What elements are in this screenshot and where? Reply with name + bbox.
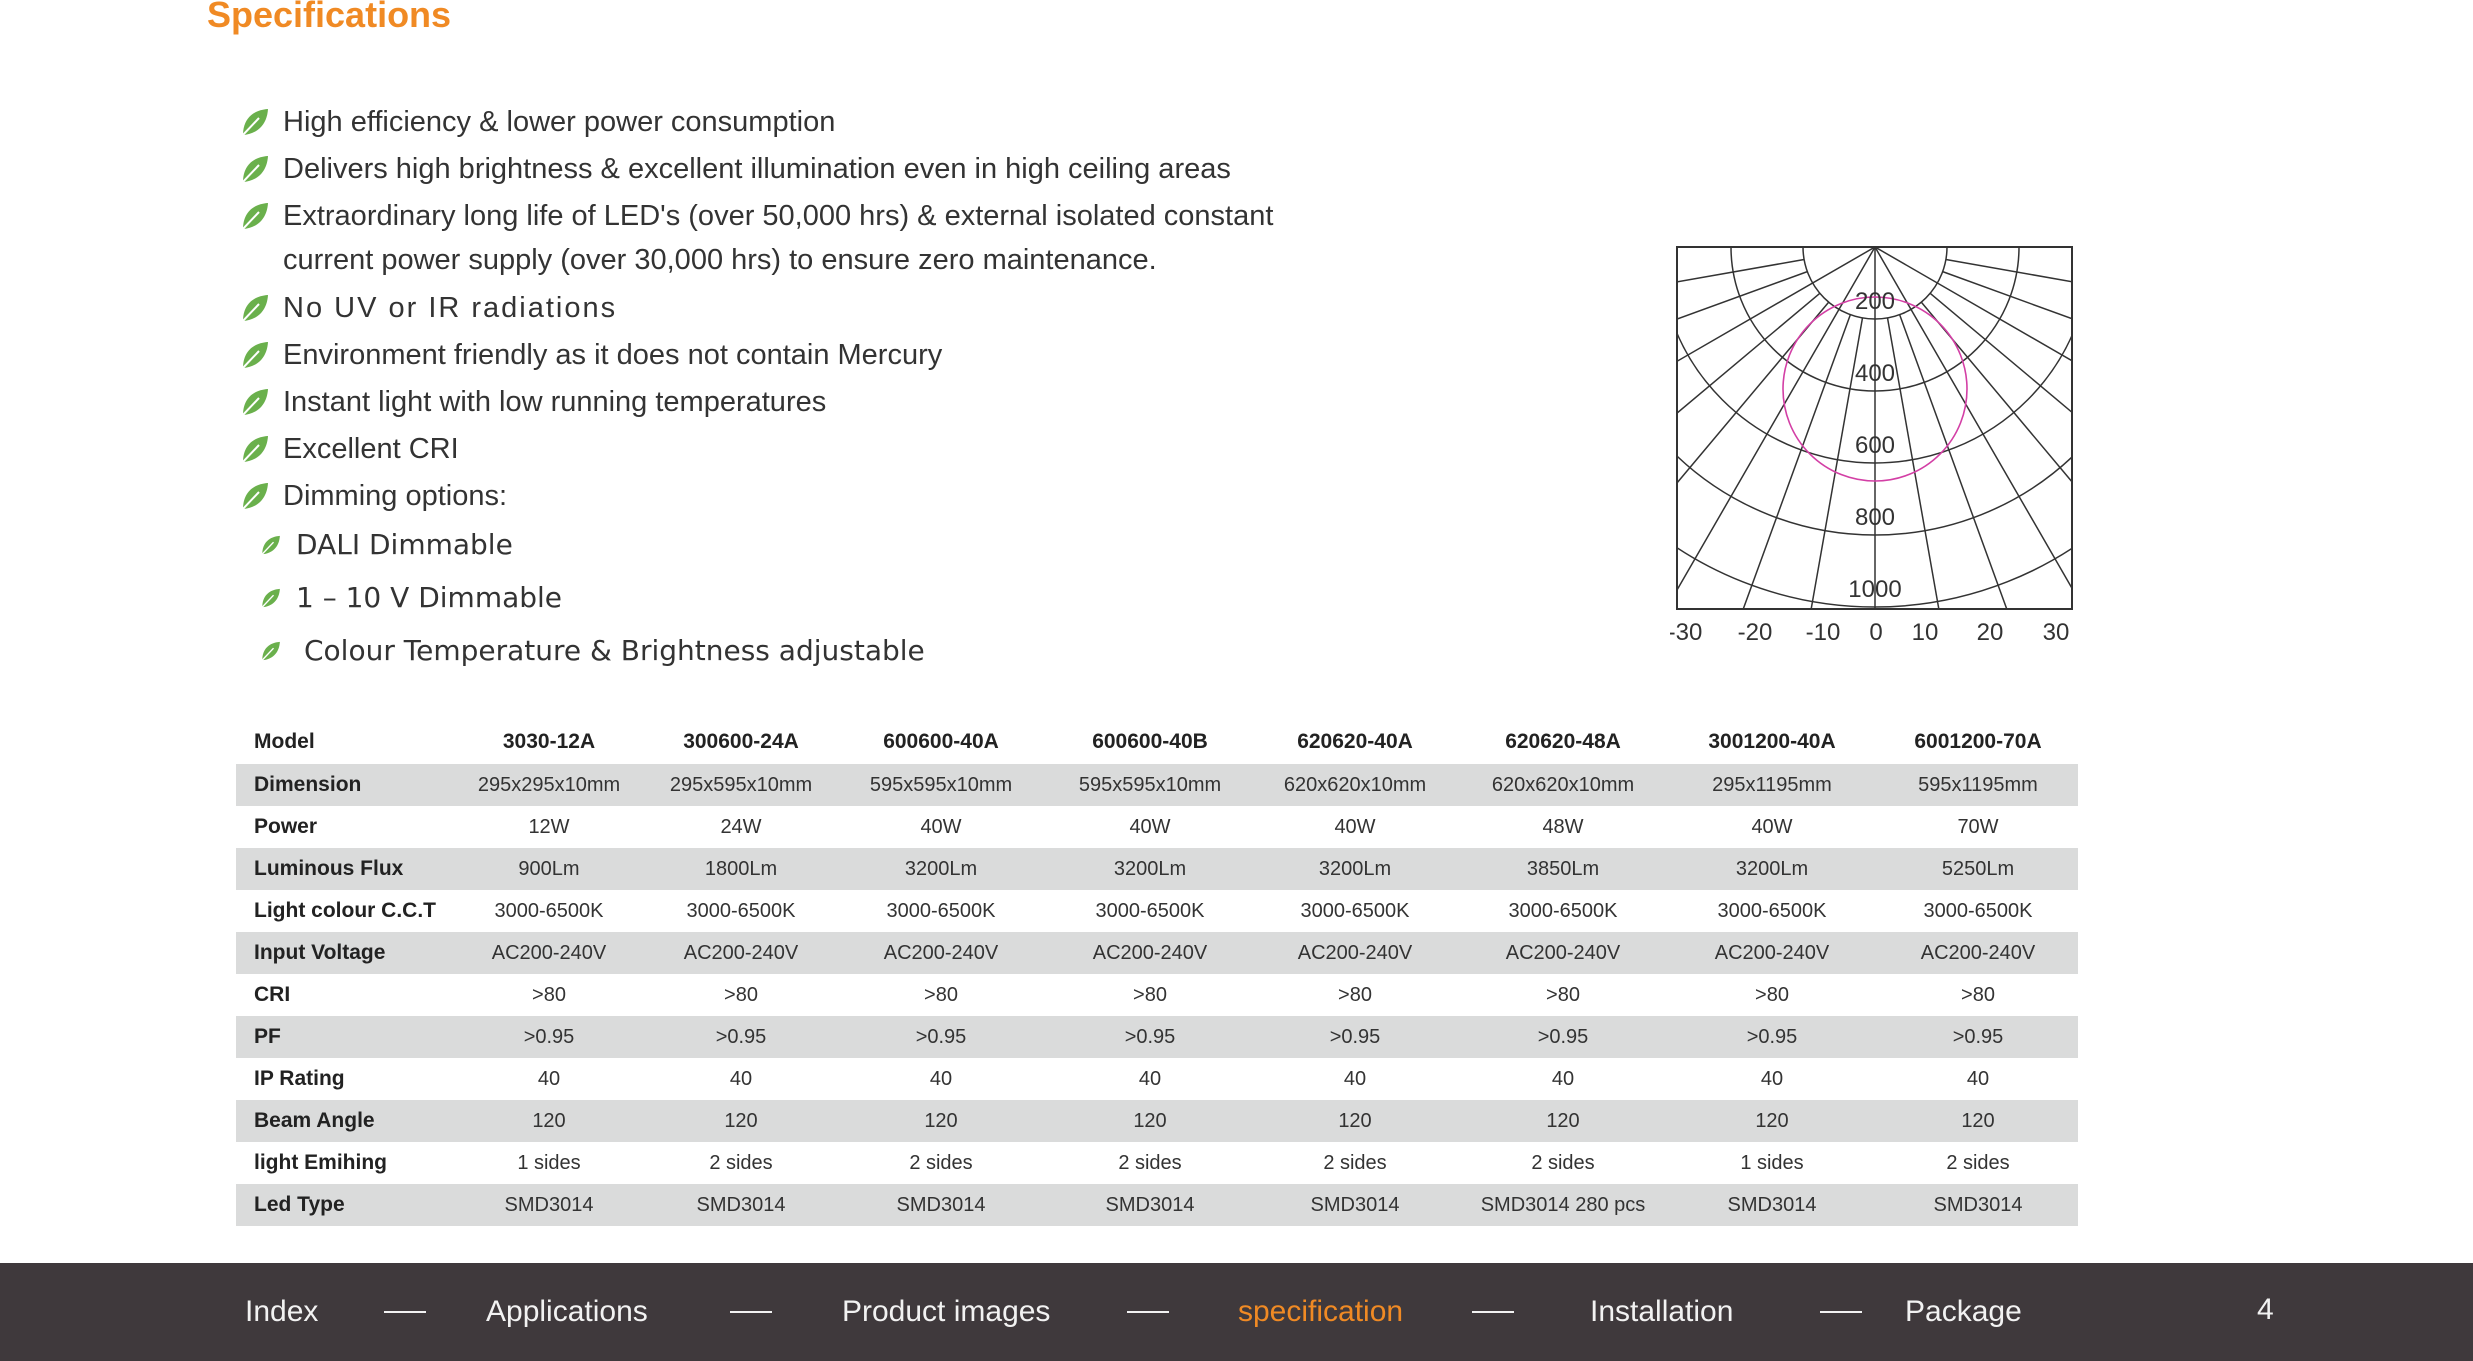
nav-product-images[interactable]: Product images — [842, 1295, 1051, 1328]
feature-text — [283, 194, 1273, 282]
nav-index[interactable]: Index — [245, 1295, 319, 1328]
table-cell: 595x595x10mm — [1050, 764, 1250, 806]
model-header: Model — [254, 730, 315, 753]
grid-spoke — [1670, 260, 1804, 352]
table-cell: 3000-6500K — [1717, 899, 1827, 922]
row-label: light Emihing — [254, 1151, 387, 1174]
table-cell: 40W — [1751, 815, 1793, 838]
table-row — [236, 1100, 2078, 1142]
feature-line: Extraordinary long life of LED's (over 50,000 hrs) & external isolated constant — [283, 200, 1274, 232]
radial-label: 200 — [1854, 288, 1896, 315]
dimming-text: 1 – 10 V Dimmable — [296, 581, 563, 614]
table-cell: 3000-6500K — [1508, 899, 1618, 922]
table-cell: 2 sides — [1118, 1151, 1182, 1174]
table-cell: >0.95 — [1460, 1016, 1666, 1058]
model-name: 620620-40A — [1297, 730, 1413, 753]
leaf-icon — [237, 105, 271, 139]
feature-item — [237, 194, 1417, 286]
row-label: IP Rating — [254, 1067, 345, 1090]
grid-spoke — [1670, 315, 1850, 647]
table-cell: SMD3014 — [1050, 1184, 1250, 1226]
table-cell: AC200-240V — [1666, 932, 1878, 974]
light-distribution-diagram — [1670, 242, 2080, 647]
table-cell: 40 — [1551, 1067, 1575, 1090]
feature-item — [237, 100, 1417, 147]
leaf-icon — [237, 338, 271, 372]
table-cell: 2 sides — [1323, 1151, 1387, 1174]
table-cell: 3850Lm — [1460, 848, 1666, 890]
table-cell: SMD3014 — [1250, 1184, 1460, 1226]
table-cell: AC200-240V — [1250, 932, 1460, 974]
table-cell: SMD3014 — [832, 1184, 1050, 1226]
leaf-icon — [237, 291, 271, 325]
table-cell: 2 sides — [1946, 1151, 2010, 1174]
row-label: Input Voltage — [236, 932, 448, 974]
row-label: Luminous Flux — [236, 848, 448, 890]
angle-label: -10 — [1805, 619, 1841, 646]
table-row — [236, 974, 2078, 1016]
dimming-item — [258, 624, 925, 677]
table-row — [236, 806, 2078, 848]
table-cell: >80 — [1961, 983, 1995, 1006]
feature-text: Instant light with low running temperatures — [283, 386, 827, 418]
table-cell: 1800Lm — [650, 848, 832, 890]
feature-item — [237, 147, 1417, 194]
table-row — [236, 932, 2078, 974]
feature-item — [237, 333, 1417, 380]
row-label: Power — [254, 815, 318, 838]
table-cell: SMD3014 — [650, 1184, 832, 1226]
grid-spoke — [1670, 293, 1820, 632]
leaf-icon — [237, 432, 271, 466]
table-cell: >0.95 — [1250, 1016, 1460, 1058]
nav-applications[interactable]: Applications — [486, 1295, 648, 1328]
nav-separator — [1472, 1311, 1514, 1313]
table-cell: 12W — [528, 815, 570, 838]
table-cell: 120 — [1460, 1100, 1666, 1142]
grid-spoke — [1900, 315, 2080, 647]
table-row — [236, 1184, 2078, 1226]
table-cell: >80 — [924, 983, 958, 1006]
table-cell: 120 — [650, 1100, 832, 1142]
radial-label: 800 — [1854, 504, 1896, 531]
table-cell: 3000-6500K — [686, 899, 796, 922]
table-cell: 40 — [929, 1067, 953, 1090]
table-cell: AC200-240V — [1460, 932, 1666, 974]
model-name: 600600-40B — [1092, 730, 1208, 753]
spec-table — [236, 720, 2078, 1226]
grid-spoke — [1921, 302, 2080, 647]
row-label: CRI — [254, 983, 291, 1006]
angle-label: -30 — [1670, 619, 1703, 646]
nav-specification[interactable]: specification — [1238, 1295, 1404, 1328]
table-cell: >0.95 — [1050, 1016, 1250, 1058]
table-cell: AC200-240V — [832, 932, 1050, 974]
dimming-item — [258, 518, 925, 571]
table-cell: 295x595x10mm — [650, 764, 832, 806]
table-cell: 3000-6500K — [1923, 899, 2033, 922]
table-cell: >80 — [1755, 983, 1789, 1006]
row-label: Led Type — [236, 1184, 448, 1226]
table-cell: 620x620x10mm — [1250, 764, 1460, 806]
feature-item — [237, 380, 1417, 427]
radial-label: 400 — [1854, 360, 1896, 387]
table-cell: 2 sides — [909, 1151, 973, 1174]
table-cell: 3200Lm — [1050, 848, 1250, 890]
table-cell: 3200Lm — [1250, 848, 1460, 890]
table-cell: 70W — [1957, 815, 1999, 838]
table-cell: 40 — [1343, 1067, 1367, 1090]
table-cell: 120 — [1050, 1100, 1250, 1142]
table-cell: 900Lm — [448, 848, 650, 890]
table-cell: 1 sides — [517, 1151, 581, 1174]
page-title: Specifications — [207, 0, 452, 35]
table-cell: 1 sides — [1740, 1151, 1804, 1174]
dimming-options — [258, 518, 925, 677]
leaf-icon — [258, 586, 282, 610]
table-cell: SMD3014 — [1878, 1184, 2078, 1226]
table-cell: 3200Lm — [1666, 848, 1878, 890]
table-cell: 2 sides — [709, 1151, 773, 1174]
table-cell: >80 — [1338, 983, 1372, 1006]
table-cell: 40W — [1334, 815, 1376, 838]
feature-item — [237, 427, 1417, 474]
angle-label: 30 — [2042, 619, 2070, 646]
table-cell: >80 — [1546, 983, 1580, 1006]
model-name: 300600-24A — [683, 730, 799, 753]
grid-spoke — [1930, 293, 2080, 632]
leaf-icon — [237, 199, 271, 233]
model-name: 6001200-70A — [1914, 730, 2042, 753]
table-cell: SMD3014 — [448, 1184, 650, 1226]
table-cell: 295x1195mm — [1666, 764, 1878, 806]
table-cell: 3200Lm — [832, 848, 1050, 890]
polar-plot — [1670, 242, 2080, 647]
nav-separator — [384, 1311, 426, 1313]
feature-text: Delivers high brightness & excellent illumination even in high ceiling areas — [283, 153, 1231, 185]
angle-label: 0 — [1869, 619, 1883, 646]
row-label: Light colour C.C.T — [254, 899, 436, 922]
feature-text: No UV or IR radiations — [283, 292, 618, 324]
table-cell: 3000-6500K — [1095, 899, 1205, 922]
table-cell: AC200-240V — [1050, 932, 1250, 974]
feature-text: High efficiency & lower power consumption — [283, 106, 836, 138]
table-cell: 120 — [832, 1100, 1050, 1142]
table-row — [236, 890, 2078, 932]
nav-package[interactable]: Package — [1905, 1295, 2022, 1328]
leaf-icon — [237, 385, 271, 419]
table-cell: AC200-240V — [1878, 932, 2078, 974]
leaf-icon — [258, 639, 282, 663]
feature-text: Dimming options: — [283, 480, 508, 512]
row-label: PF — [236, 1016, 448, 1058]
table-cell: AC200-240V — [448, 932, 650, 974]
table-cell: 2 sides — [1531, 1151, 1595, 1174]
feature-text: Excellent CRI — [283, 433, 459, 465]
table-cell: >80 — [532, 983, 566, 1006]
footer-nav-bar — [0, 1263, 2473, 1361]
page-number: 4 — [2257, 1293, 2274, 1326]
row-label: Dimension — [236, 764, 448, 806]
table-cell: 595x1195mm — [1878, 764, 2078, 806]
nav-separator — [730, 1311, 772, 1313]
table-row — [236, 764, 2078, 806]
table-cell: >80 — [724, 983, 758, 1006]
table-cell: 40 — [1138, 1067, 1162, 1090]
feature-text: Environment friendly as it does not contain Mercury — [283, 339, 943, 371]
radial-label: 1000 — [1848, 576, 1902, 603]
table-cell: 120 — [1250, 1100, 1460, 1142]
model-name: 3030-12A — [502, 730, 596, 753]
table-cell: >0.95 — [448, 1016, 650, 1058]
leaf-icon — [237, 479, 271, 513]
table-cell: 295x295x10mm — [448, 764, 650, 806]
model-name: 600600-40A — [883, 730, 999, 753]
nav-separator — [1820, 1311, 1862, 1313]
leaf-icon — [237, 152, 271, 186]
table-cell: 620x620x10mm — [1460, 764, 1666, 806]
table-cell: 40 — [1760, 1067, 1784, 1090]
table-cell: 3000-6500K — [494, 899, 604, 922]
table-cell: >80 — [1133, 983, 1167, 1006]
grid-spoke — [1670, 247, 1875, 547]
feature-list — [237, 100, 1417, 521]
table-cell: 120 — [1878, 1100, 2078, 1142]
feature-item — [237, 474, 1417, 521]
table-cell: AC200-240V — [650, 932, 832, 974]
table-cell: 40W — [920, 815, 962, 838]
table-cell: 40 — [1966, 1067, 1990, 1090]
model-name: 620620-48A — [1505, 730, 1621, 753]
table-cell: 120 — [1666, 1100, 1878, 1142]
angle-label: -20 — [1737, 619, 1773, 646]
table-cell: 595x595x10mm — [832, 764, 1050, 806]
table-row — [236, 1058, 2078, 1100]
grid-spoke — [1670, 302, 1829, 647]
dimming-text: Colour Temperature & Brightness adjustable — [304, 634, 925, 667]
model-name: 3001200-40A — [1708, 730, 1836, 753]
grid-spoke — [1875, 247, 2080, 547]
nav-separator — [1127, 1311, 1169, 1313]
table-cell: 120 — [448, 1100, 650, 1142]
table-header-row — [236, 720, 2078, 764]
table-cell: >0.95 — [650, 1016, 832, 1058]
angle-label: 10 — [1911, 619, 1939, 646]
table-cell: 24W — [720, 815, 762, 838]
table-cell: 3000-6500K — [1300, 899, 1410, 922]
table-cell: 40 — [729, 1067, 753, 1090]
table-row — [236, 848, 2078, 890]
dimming-item — [258, 571, 925, 624]
row-label: Beam Angle — [236, 1100, 448, 1142]
table-cell: 40W — [1129, 815, 1171, 838]
nav-installation[interactable]: Installation — [1590, 1295, 1734, 1328]
table-cell: SMD3014 — [1666, 1184, 1878, 1226]
table-row — [236, 1142, 2078, 1184]
table-cell: 48W — [1542, 815, 1584, 838]
table-row — [236, 1016, 2078, 1058]
dimming-text: DALI Dimmable — [296, 528, 513, 561]
feature-item — [237, 286, 1417, 333]
table-cell: >0.95 — [832, 1016, 1050, 1058]
feature-line: current power supply (over 30,000 hrs) to ensure zero maintenance. — [283, 244, 1157, 276]
table-cell: 3000-6500K — [886, 899, 996, 922]
angle-label: 20 — [1976, 619, 2004, 646]
table-cell: 40 — [537, 1067, 561, 1090]
grid-spoke — [1946, 260, 2080, 352]
leaf-icon — [258, 533, 282, 557]
table-cell: >0.95 — [1878, 1016, 2078, 1058]
table-cell: SMD3014 280 pcs — [1460, 1184, 1666, 1226]
table-cell: >0.95 — [1666, 1016, 1878, 1058]
table-cell: 5250Lm — [1878, 848, 2078, 890]
angle-labels — [1670, 619, 2069, 646]
radial-label: 600 — [1854, 432, 1896, 459]
